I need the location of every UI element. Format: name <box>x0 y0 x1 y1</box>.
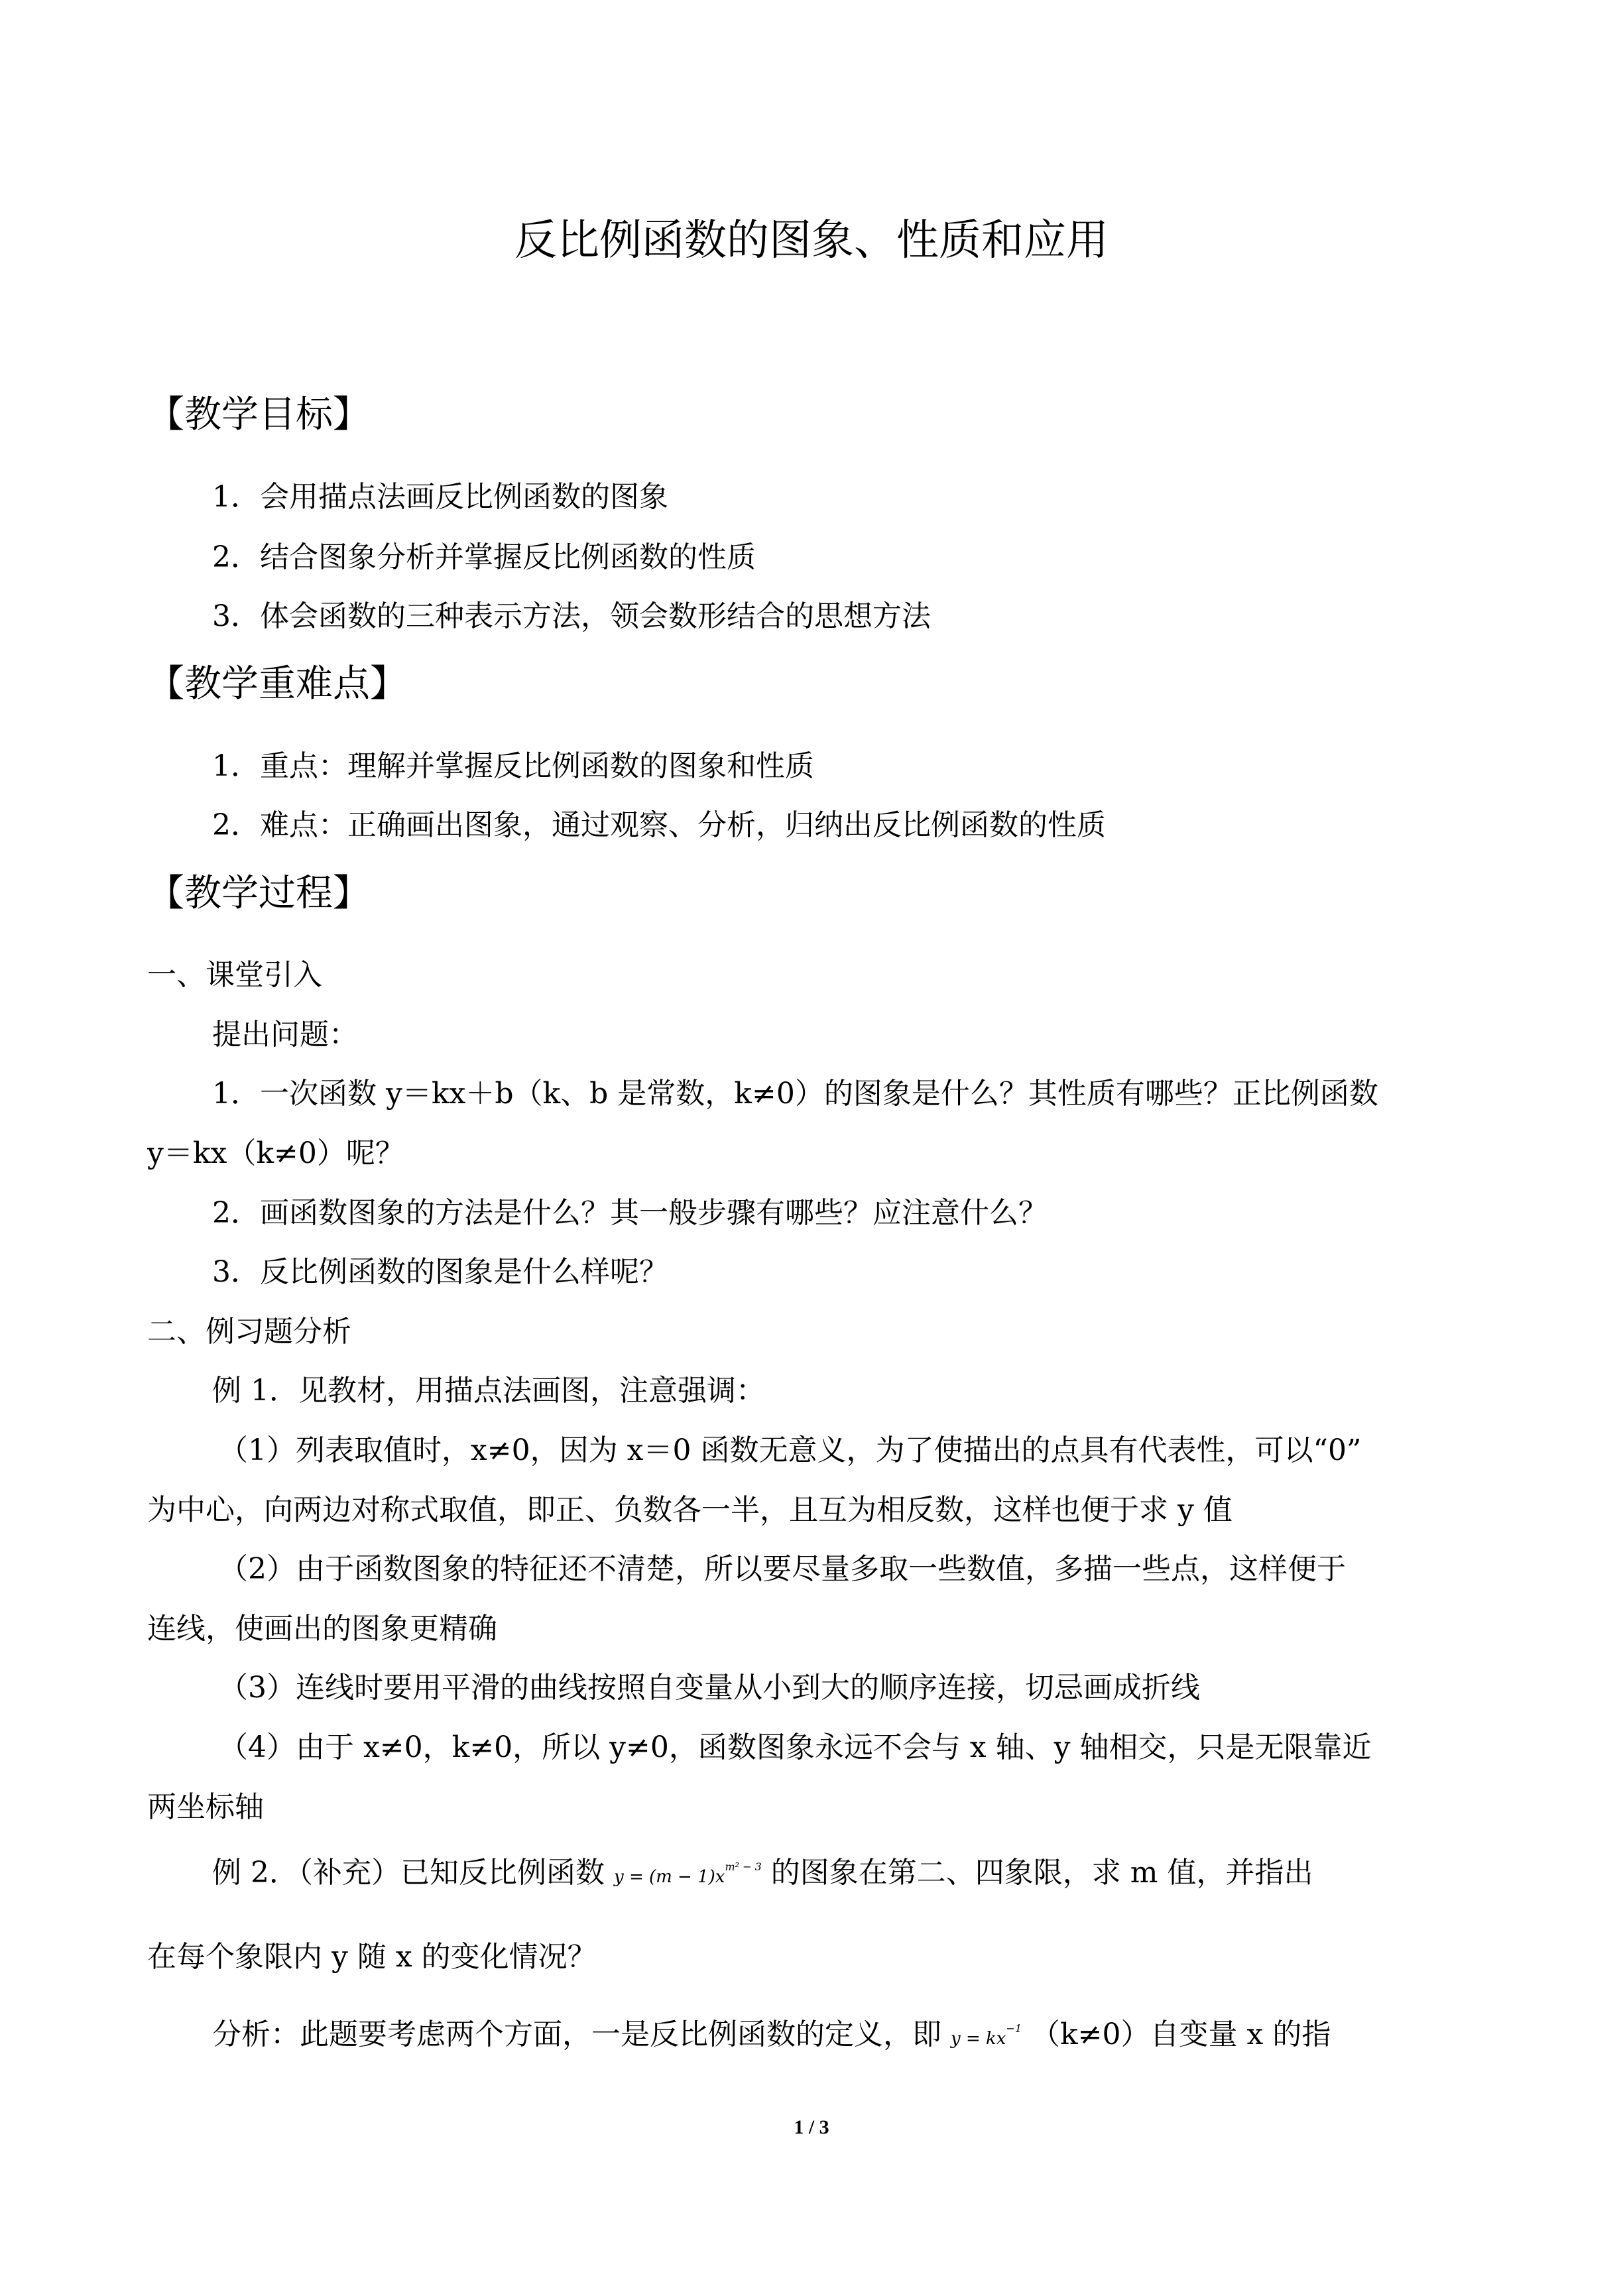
key-point-item: 2．难点：正确画出图象，通过观察、分析，归纳出反比例函数的性质 <box>212 808 1106 842</box>
question-1-line-1: 1．一次函数 y＝kx＋b（k、b 是常数，k≠0）的图象是什么？其性质有哪些？正比例函数 <box>212 1077 1378 1111</box>
analysis-formula-base: y = kx <box>951 2029 1006 2049</box>
document-title: 反比例函数的图象、性质和应用 <box>514 216 1109 265</box>
note-1-line-1: （1）列表取值时，x≠0，因为 x＝0 函数无意义，为了使描出的点具有代表性，可以“0” <box>219 1433 1362 1467</box>
goal-item: 1．会用描点法画反比例函数的图象 <box>212 480 668 514</box>
example-2-line-1 <box>212 1847 1313 1897</box>
analysis-formula-exponent: −1 <box>1006 2022 1022 2035</box>
note-3: （3）连线时要用平滑的曲线按照自变量从小到大的顺序连接，切忌画成折线 <box>219 1671 1200 1705</box>
note-4-line-1: （4）由于 x≠0，k≠0，所以 y≠0，函数图象永远不会与 x 轴、y 轴相交，只是无限靠近 <box>219 1730 1372 1764</box>
question-3: 3．反比例函数的图象是什么样呢？ <box>212 1255 668 1289</box>
part2-title: 二、例习题分析 <box>147 1315 351 1349</box>
section-heading-key-points: 【教学重难点】 <box>147 662 407 705</box>
section-heading-process: 【教学过程】 <box>147 872 370 915</box>
example-2-line-2: 在每个象限内 y 随 x 的变化情况？ <box>147 1940 597 1974</box>
note-4-line-2: 两坐标轴 <box>147 1790 264 1824</box>
section-heading-goals: 【教学目标】 <box>147 393 370 436</box>
goal-item: 2．结合图象分析并掌握反比例函数的性质 <box>212 540 756 574</box>
note-1-line-2: 为中心，向两边对称式取值，即正、负数各一半，且互为相反数，这样也便于求 y 值 <box>147 1493 1232 1527</box>
note-2-line-2: 连线，使画出的图象更精确 <box>147 1612 497 1646</box>
note-2-line-1: （2）由于函数图象的特征还不清楚，所以要尽量多取一些数值，多描一些点，这样便于 <box>219 1552 1346 1586</box>
analysis-text-before: 分析：此题要考虑两个方面，一是反比例函数的定义，即 <box>212 2018 941 2051</box>
example-2-formula <box>613 1860 762 1887</box>
question-2: 2．画函数图象的方法是什么？其一般步骤有哪些？应注意什么？ <box>212 1196 1048 1230</box>
analysis-text-after: （k≠0）自变量 x 的指 <box>1031 2018 1331 2051</box>
example-2-text-before: 例 2．（补充）已知反比例函数 <box>212 1856 605 1890</box>
example-2-formula-exponent: m² − 3 <box>725 1860 762 1873</box>
part1-prompt: 提出问题： <box>212 1018 358 1052</box>
example-2-text-after: 的图象在第二、四象限，求 m 值，并指出 <box>770 1856 1313 1890</box>
analysis-formula <box>951 2022 1022 2049</box>
example-2-formula-base: y = (m − 1)x <box>613 1867 725 1887</box>
part1-title: 一、课堂引入 <box>147 958 322 992</box>
analysis-line <box>212 2009 1331 2059</box>
example-1: 例 1．见教材，用描点法画图，注意强调： <box>212 1374 765 1408</box>
key-point-item: 1．重点：理解并掌握反比例函数的图象和性质 <box>212 749 814 783</box>
page-number: 1 / 3 <box>794 2116 829 2138</box>
goal-item: 3．体会函数的三种表示方法，领会数形结合的思想方法 <box>212 599 931 633</box>
question-1-line-2: y＝kx（k≠0）呢？ <box>147 1136 404 1170</box>
